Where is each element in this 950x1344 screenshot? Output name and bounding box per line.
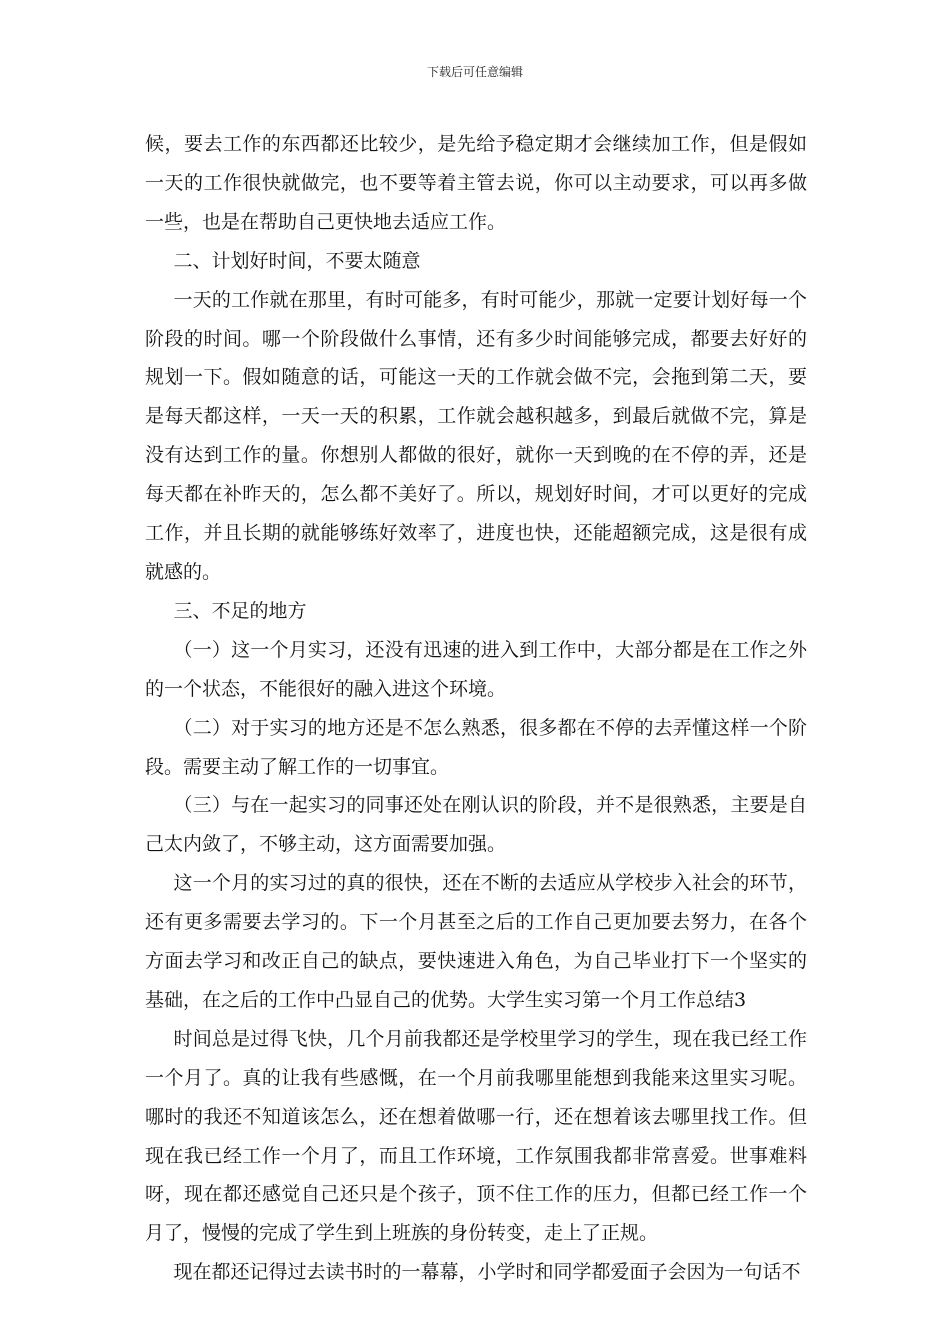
document-body (145, 125, 807, 1292)
list-item: （一）这一个月实习，还没有迅速的进入到工作中，大部分都是在工作之外的一个状态，不能很好的融入进这个环境。 (145, 638, 807, 700)
paragraph: 候，要去工作的东西都还比较少，是先给予稳定期才会继续加工作，但是假如一天的工作很快就做完，也不要等着主管去说，你可以主动要求，可以再多做一些，也是在帮助自己更快地去适应工作。 (145, 133, 807, 233)
paragraph: 时间总是过得飞快，几个月前我都还是学校里学习的学生，现在我已经工作一个月了。真的让我有些感慨，在一个月前我哪里能想到我能来这里实习呢。哪时的我还不知道该怎么，还在想着做哪一行，还在想着该去哪里找工作。但现在我已经工作一个月了，而且工作环境，工作氛围我都非常喜爱。世事难料呀，现在都还感觉自己还只是个孩子，顶不住工作的压力，但都已经工作一个月了，慢慢的完成了学生到上班族的身份转变，走上了正规。 (145, 1027, 807, 1245)
paragraph: 这一个月的实习过的真的很快，还在不断的去适应从学校步入社会的环节，还有更多需要去学习的。下一个月甚至之后的工作自己更加要去努力，在各个方面去学习和改正自己的缺点，要快速进入角色，为自己毕业打下一个坚实的基础，在之后的工作中凸显自己的优势。大学生实习第一个月工作总结3 (145, 872, 807, 1011)
page-header: 下载后可任意编辑 (426, 65, 523, 79)
paragraph: 现在都还记得过去读书时的一幕幕，小学时和同学都爱面子会因为一句话不 (173, 1261, 801, 1284)
list-item: （三）与在一起实习的同事还处在刚认识的阶段，并不是很熟悉，主要是自己太内敛了，不够主动，这方面需要加强。 (145, 794, 807, 856)
list-item: （二）对于实习的地方还是不怎么熟悉，很多都在不停的去弄懂这样一个阶段。需要主动了解工作的一切事宜。 (145, 716, 807, 778)
paragraph: 一天的工作就在那里，有时可能多，有时可能少，那就一定要计划好每一个阶段的时间。哪一个阶段做什么事情，还有多少时间能够完成，都要去好好的规划一下。假如随意的话，可能这一天的工作就会做不完，会拖到第二天，要是每天都这样，一天一天的积累，工作就会越积越多，到最后就做不完，算是没有达到工作的量。你想别人都做的很好，就你一天到晚的在不停的弄，还是每天都在补昨天的，怎么都不美好了。所以，规划好时间，才可以更好的完成工作，并且长期的就能够练好效率了，进度也快，还能超额完成，这是很有成就感的。 (145, 288, 807, 583)
section-heading: 二、计划好时间，不要太随意 (173, 249, 421, 272)
section-heading: 三、不足的地方 (173, 599, 307, 622)
